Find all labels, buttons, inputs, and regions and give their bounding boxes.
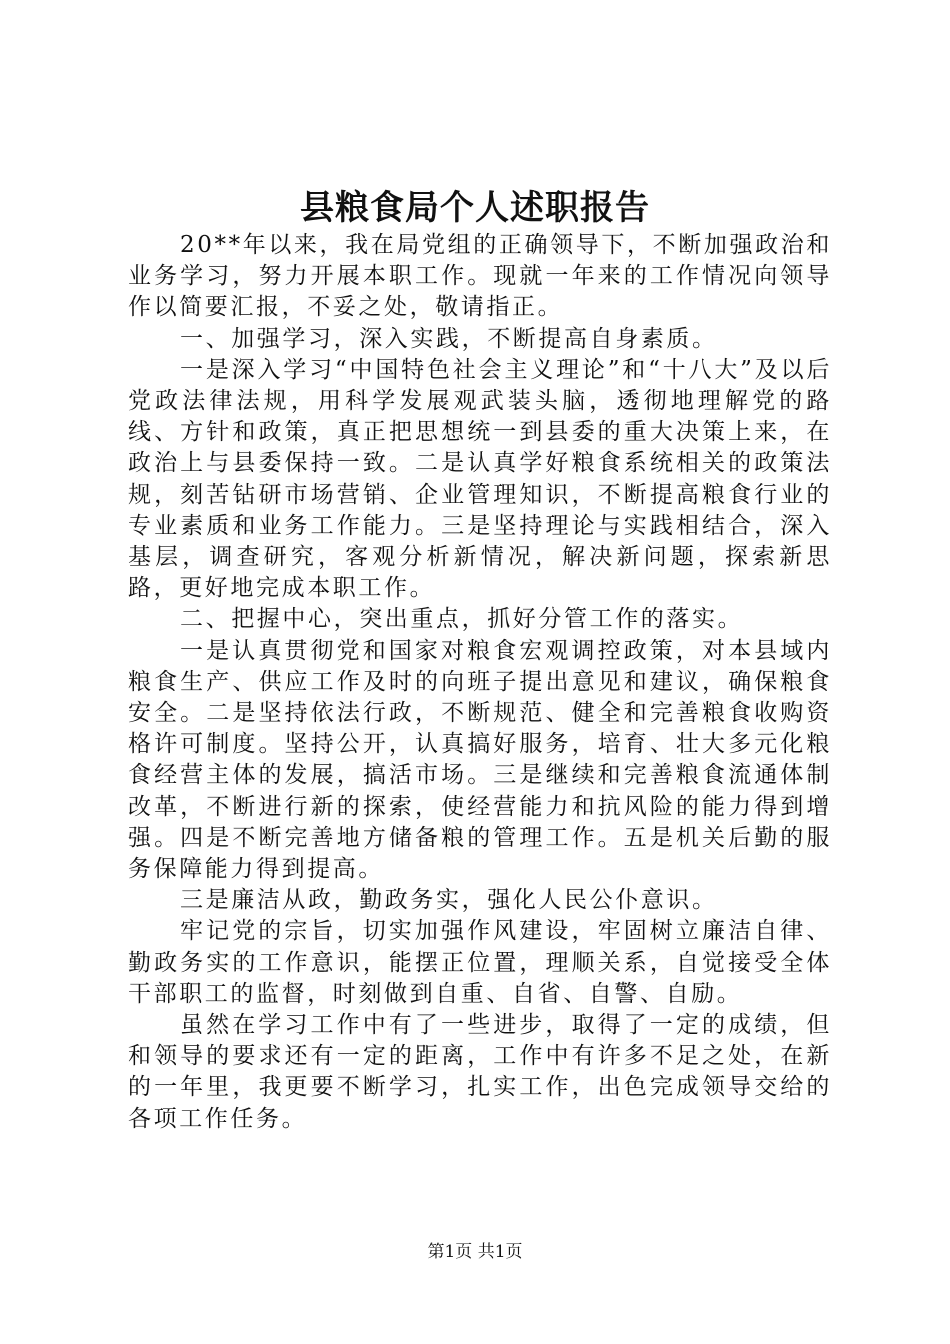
- page-footer: 第1页 共1页: [427, 1242, 523, 1262]
- paragraph-section-1: 一是深入学习“中国特色社会主义理论”和“十八大”及以后党政法律法规，用科学发展观武装头脑，透彻地理解党的路线、方针和政策，真正把思想统一到县委的重大决策上来，在政治上与县委保持一致。二是认真学好粮食系统相关的政策法规，刻苦钻研市场营销、企业管理知识，不断提高粮食行业的专业素质和业务工作能力。三是坚持理论与实践相结合，深入基层，调查研究，客观分析新情况，解决新问题，探索新思路，更好地完成本职工作。: [128, 356, 832, 602]
- section-heading-3: 三是廉洁从政，勤政务实，强化人民公仆意识。: [180, 887, 718, 914]
- paragraph-conclusion: 虽然在学习工作中有了一些进步，取得了一定的成绩，但和领导的要求还有一定的距离，工作中有许多不足之处，在新的一年里，我更要不断学习，扎实工作，出色完成领导交给的各项工作任务。: [128, 1012, 832, 1132]
- document-body: [128, 230, 832, 1135]
- section-heading-1: 一、加强学习，深入实践，不断提高自身素质。: [180, 325, 718, 352]
- paragraph-section-3: 牢记党的宗旨，切实加强作风建设，牢固树立廉洁自律、勤政务实的工作意识，能摆正位置，理顺关系，自觉接受全体干部职工的监督，时刻做到自重、自省、自警、自励。: [128, 918, 832, 1007]
- paragraph-section-2: 一是认真贯彻党和国家对粮食宏观调控政策，对本县域内粮食生产、供应工作及时的向班子提出意见和建议，确保粮食安全。二是坚持依法行政，不断规范、健全和完善粮食收购资格许可制度。坚持公开，认真搞好服务，培育、壮大多元化粮食经营主体的发展，搞活市场。三是继续和完善粮食流通体制改革，不断进行新的探索，使经营能力和抗风险的能力得到增强。四是不断完善地方储备粮的管理工作。五是机关后勤的服务保障能力得到提高。: [128, 637, 832, 883]
- document-title: 县粮食局个人述职报告: [300, 188, 650, 228]
- section-heading-2: 二、把握中心，突出重点，抓好分管工作的落实。: [180, 606, 744, 633]
- paragraph-intro: 20**年以来，我在局党组的正确领导下，不断加强政治和业务学习，努力开展本职工作。现就一年来的工作情况向领导作以简要汇报，不妥之处，敬请指正。: [128, 232, 832, 321]
